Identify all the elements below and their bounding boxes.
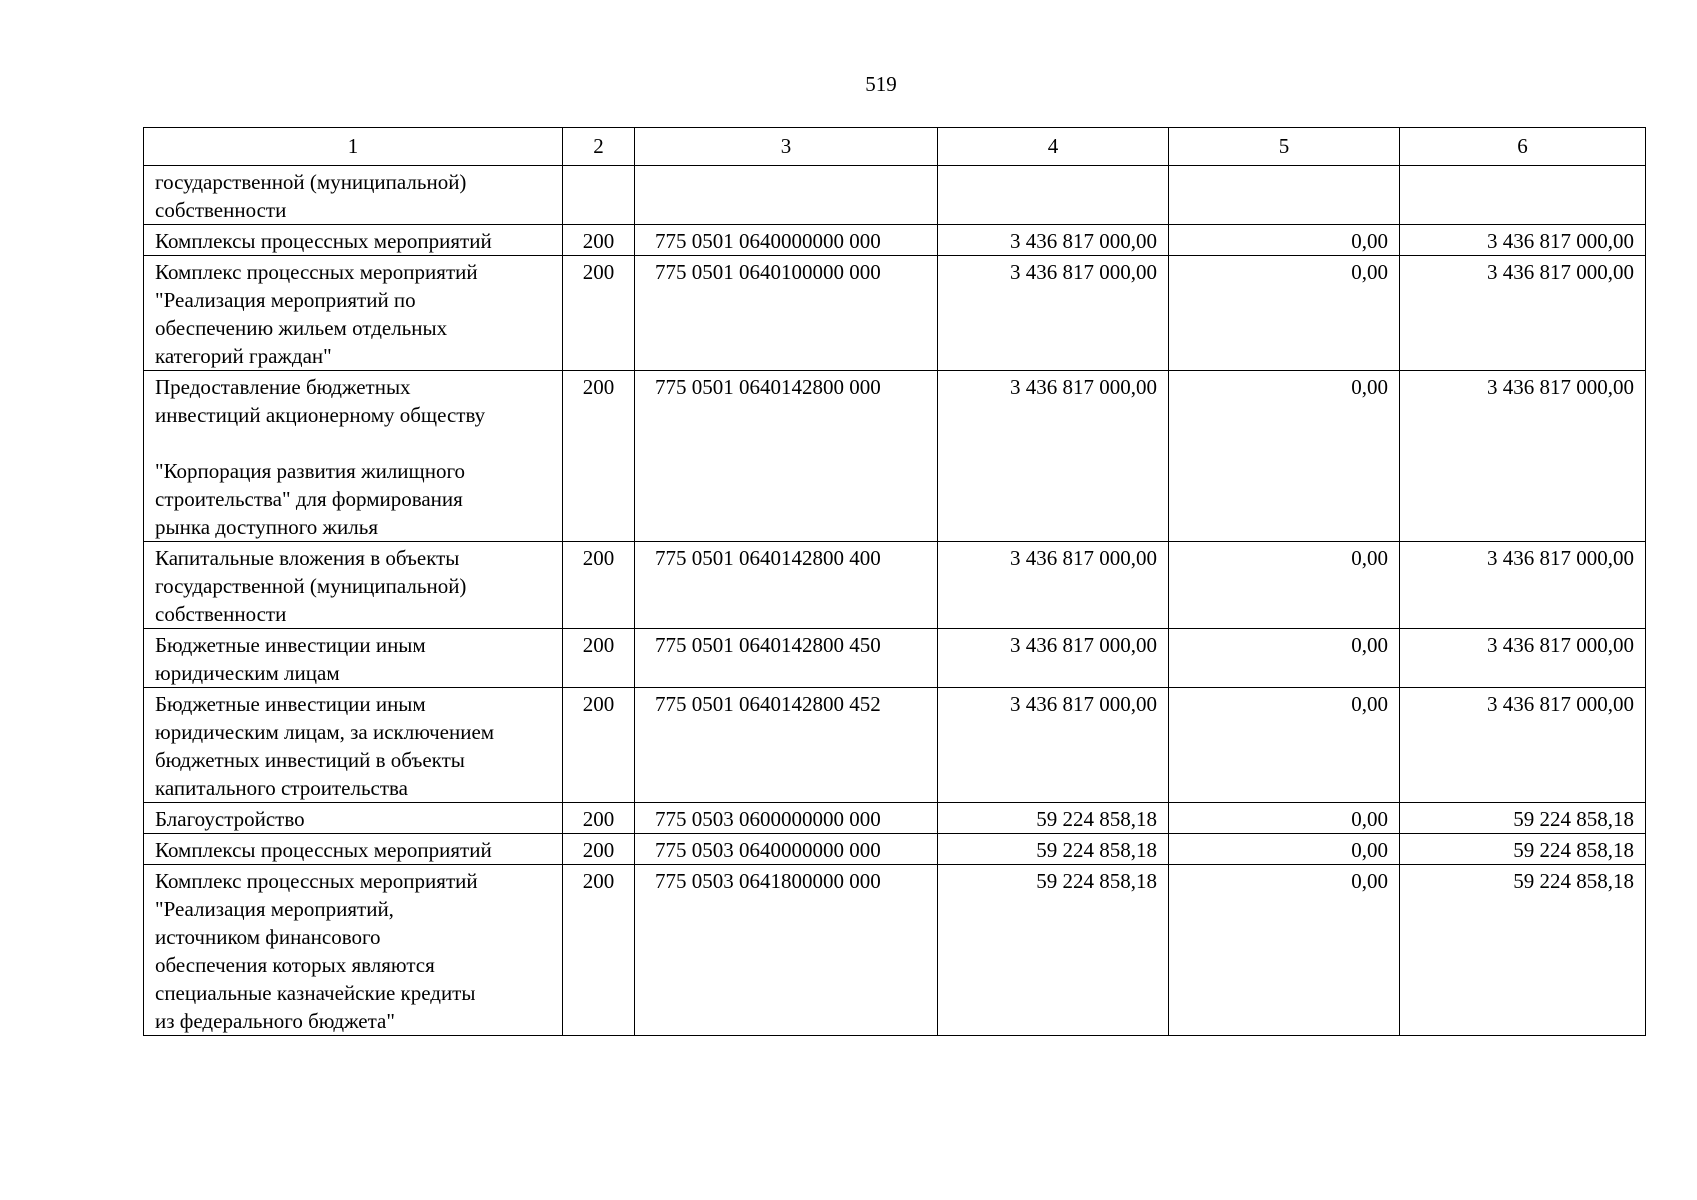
row-value-4-cell: 3 436 817 000,00 <box>938 688 1169 803</box>
column-header: 6 <box>1400 128 1646 166</box>
row-name-line: Предоставление бюджетных <box>155 375 411 399</box>
row-name-cell <box>144 371 563 542</box>
row-name-cell <box>144 803 563 834</box>
row-name-line: "Корпорация развития жилищного <box>155 459 466 483</box>
table-row <box>144 225 1646 256</box>
row-name-line: источником финансового <box>155 925 381 949</box>
row-name-line: обеспечения которых являются <box>155 953 435 977</box>
row-admin-cell: 200 <box>563 688 635 803</box>
row-name-line: специальные казначейские кредиты <box>155 981 476 1005</box>
table-row <box>144 166 1646 225</box>
row-name-line: Благоустройство <box>155 807 305 831</box>
row-name-cell <box>144 166 563 225</box>
table-row <box>144 371 1646 542</box>
row-admin-cell: 200 <box>563 834 635 865</box>
column-header: 3 <box>635 128 938 166</box>
row-name-cell <box>144 629 563 688</box>
row-value-4-cell: 3 436 817 000,00 <box>938 542 1169 629</box>
row-name-line: "Реализация мероприятий по <box>155 288 416 312</box>
row-value-5-cell: 0,00 <box>1169 834 1400 865</box>
row-value-6-cell <box>1400 166 1646 225</box>
table-row <box>144 629 1646 688</box>
row-value-5-cell: 0,00 <box>1169 256 1400 371</box>
row-value-4-cell: 3 436 817 000,00 <box>938 225 1169 256</box>
row-name-line: обеспечению жильем отдельных <box>155 316 448 340</box>
row-value-6-cell: 3 436 817 000,00 <box>1400 256 1646 371</box>
row-value-5-cell <box>1169 166 1400 225</box>
row-name-cell <box>144 688 563 803</box>
row-name-line: "Реализация мероприятий, <box>155 897 394 921</box>
row-name-line: строительства" для формирования <box>155 487 463 511</box>
row-name-line: Капитальные вложения в объекты <box>155 546 460 570</box>
row-admin-cell: 200 <box>563 225 635 256</box>
row-value-4-cell: 3 436 817 000,00 <box>938 371 1169 542</box>
row-value-6-cell: 3 436 817 000,00 <box>1400 371 1646 542</box>
row-name-line: государственной (муниципальной) <box>155 170 467 194</box>
row-name-line: категорий граждан" <box>155 344 332 368</box>
row-name-line: Комплексы процессных мероприятий <box>155 838 492 862</box>
row-code-cell: 775 0501 0640000000 000 <box>635 225 938 256</box>
row-admin-cell: 200 <box>563 371 635 542</box>
table-row <box>144 542 1646 629</box>
row-code-cell: 775 0503 0600000000 000 <box>635 803 938 834</box>
table-row <box>144 865 1646 1036</box>
column-header: 2 <box>563 128 635 166</box>
row-name-line: Комплексы процессных мероприятий <box>155 229 492 253</box>
row-name-cell <box>144 542 563 629</box>
row-value-5-cell: 0,00 <box>1169 542 1400 629</box>
row-admin-cell <box>563 166 635 225</box>
row-value-6-cell: 3 436 817 000,00 <box>1400 225 1646 256</box>
row-value-5-cell: 0,00 <box>1169 225 1400 256</box>
row-value-6-cell: 3 436 817 000,00 <box>1400 629 1646 688</box>
row-value-4-cell: 59 224 858,18 <box>938 834 1169 865</box>
row-name-line: юридическим лицам, за исключением <box>155 720 495 744</box>
table-row <box>144 834 1646 865</box>
page-number: 519 <box>865 72 897 96</box>
row-code-cell: 775 0501 0640142800 400 <box>635 542 938 629</box>
table-body <box>144 166 1646 1036</box>
row-value-5-cell: 0,00 <box>1169 629 1400 688</box>
row-admin-cell: 200 <box>563 256 635 371</box>
row-code-cell: 775 0503 0640000000 000 <box>635 834 938 865</box>
row-value-6-cell: 3 436 817 000,00 <box>1400 542 1646 629</box>
row-value-5-cell: 0,00 <box>1169 371 1400 542</box>
row-name-line: Комплекс процессных мероприятий <box>155 869 478 893</box>
row-value-5-cell: 0,00 <box>1169 865 1400 1036</box>
row-name-cell <box>144 865 563 1036</box>
row-name-line: бюджетных инвестиций в объекты <box>155 748 465 772</box>
row-admin-cell: 200 <box>563 803 635 834</box>
row-name-line: собственности <box>155 602 287 626</box>
row-name-line: Комплекс процессных мероприятий <box>155 260 478 284</box>
row-admin-cell: 200 <box>563 629 635 688</box>
row-code-cell: 775 0501 0640142800 000 <box>635 371 938 542</box>
row-name-line: инвестиций акционерному обществу <box>155 403 486 427</box>
column-header: 1 <box>144 128 563 166</box>
row-value-6-cell: 59 224 858,18 <box>1400 834 1646 865</box>
row-admin-cell: 200 <box>563 542 635 629</box>
column-header: 5 <box>1169 128 1400 166</box>
row-name-line: Бюджетные инвестиции иным <box>155 633 426 657</box>
row-name-line: капитального строительства <box>155 776 408 800</box>
row-name-cell <box>144 225 563 256</box>
row-value-5-cell: 0,00 <box>1169 688 1400 803</box>
row-value-5-cell: 0,00 <box>1169 803 1400 834</box>
row-code-cell <box>635 166 938 225</box>
row-value-4-cell: 3 436 817 000,00 <box>938 256 1169 371</box>
table-row <box>144 803 1646 834</box>
table-header-row <box>144 128 1646 166</box>
row-code-cell: 775 0501 0640142800 452 <box>635 688 938 803</box>
row-value-4-cell: 3 436 817 000,00 <box>938 629 1169 688</box>
row-code-cell: 775 0501 0640142800 450 <box>635 629 938 688</box>
row-value-4-cell <box>938 166 1169 225</box>
row-value-4-cell: 59 224 858,18 <box>938 803 1169 834</box>
row-admin-cell: 200 <box>563 865 635 1036</box>
table-row <box>144 688 1646 803</box>
row-name-line: Бюджетные инвестиции иным <box>155 692 426 716</box>
row-name-cell <box>144 834 563 865</box>
row-name-line <box>155 429 551 457</box>
row-value-4-cell: 59 224 858,18 <box>938 865 1169 1036</box>
row-value-6-cell: 3 436 817 000,00 <box>1400 688 1646 803</box>
row-value-6-cell: 59 224 858,18 <box>1400 865 1646 1036</box>
row-value-6-cell: 59 224 858,18 <box>1400 803 1646 834</box>
row-name-line: из федерального бюджета" <box>155 1009 395 1033</box>
row-code-cell: 775 0503 0641800000 000 <box>635 865 938 1036</box>
table-row <box>144 256 1646 371</box>
row-name-line: государственной (муниципальной) <box>155 574 467 598</box>
row-name-line: собственности <box>155 198 287 222</box>
row-name-line: юридическим лицам <box>155 661 340 685</box>
row-name-line: рынка доступного жилья <box>155 515 379 539</box>
row-code-cell: 775 0501 0640100000 000 <box>635 256 938 371</box>
row-name-cell <box>144 256 563 371</box>
budget-table <box>143 127 1646 1036</box>
column-header: 4 <box>938 128 1169 166</box>
